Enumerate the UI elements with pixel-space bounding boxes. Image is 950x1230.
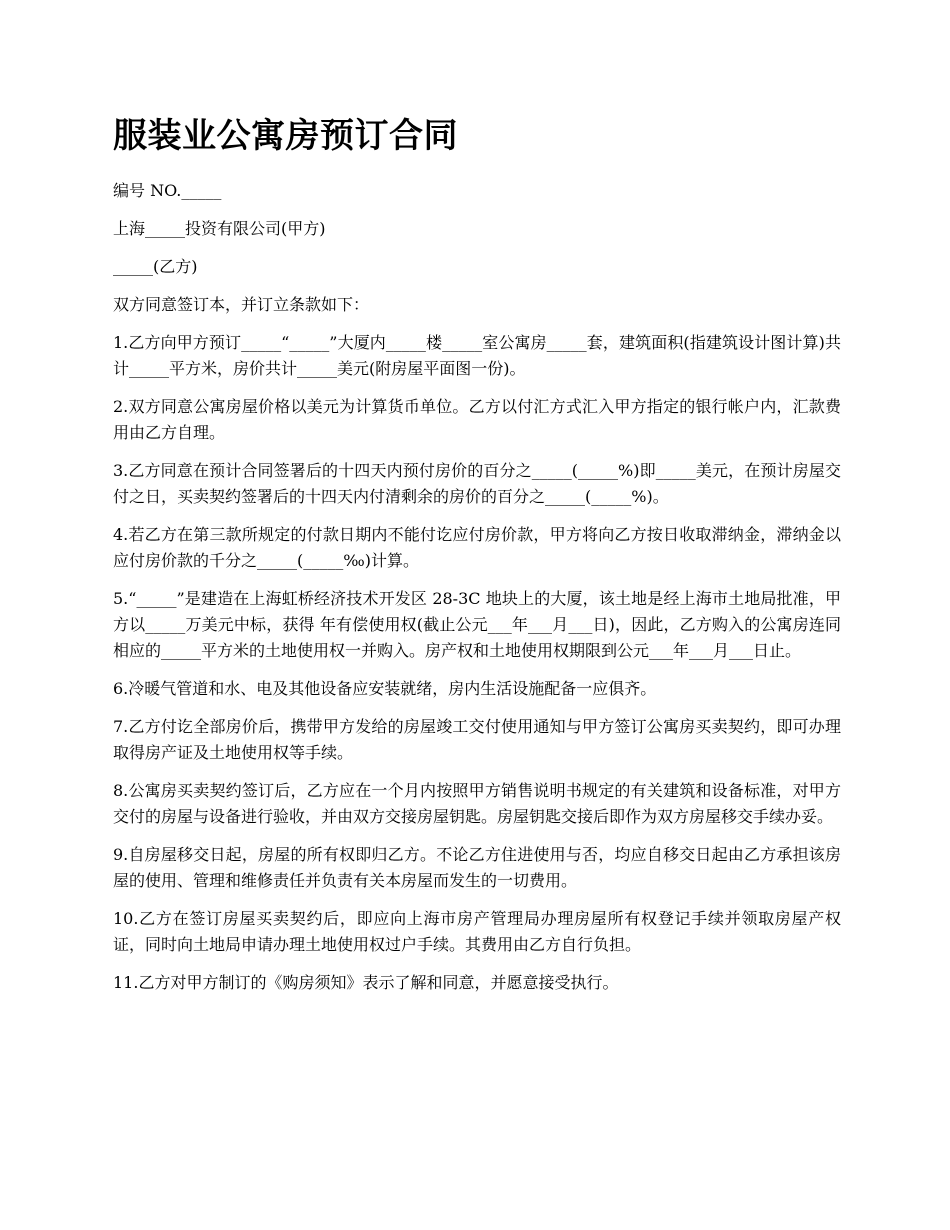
clause-1: 1.乙方向甲方预订_____“_____”大厦内_____楼_____室公寓房_____套，建筑面积(指建筑设计图计算)共计_____平方米，房价共计_____美元(附房屋平面图一份)。 bbox=[113, 333, 841, 378]
clause-10: 10.乙方在签订房屋买卖契约后，即应向上海市房产管理局办理房屋所有权登记手续并领取房屋产权证，同时向土地局申请办理土地使用权过户手续。其费用由乙方自行负担。 bbox=[113, 909, 841, 954]
clause-2: 2.双方同意公寓房屋价格以美元为计算货币单位。乙方以付汇方式汇入甲方指定的银行帐户内，汇款费用由乙方自理。 bbox=[113, 397, 841, 442]
clause-8: 8.公寓房买卖契约签订后，乙方应在一个月内按照甲方销售说明书规定的有关建筑和设备标准，对甲方交付的房屋与设备进行验收，并由双方交接房屋钥匙。房屋钥匙交接后即作为双方房屋移交手续办妥。 bbox=[113, 781, 841, 826]
document-page bbox=[113, 112, 841, 1008]
clause-4: 4.若乙方在第三款所规定的付款日期内不能付讫应付房价款，甲方将向乙方按日收取滞纳金，滞纳金以应付房价款的千分之_____(_____‰)计算。 bbox=[113, 525, 841, 570]
party-b: _____(乙方) bbox=[113, 257, 198, 276]
clause-11: 11.乙方对甲方制订的《购房须知》表示了解和同意，并愿意接受执行。 bbox=[113, 973, 619, 992]
clause-3: 3.乙方同意在预计合同签署后的十四天内预付房价的百分之_____(_____%)即_____美元，在预计房屋交付之日，买卖契约签署后的十四天内付清剩余的房价的百分之_____(_____%)。 bbox=[113, 461, 841, 506]
clause-6: 6.冷暖气管道和水、电及其他设备应安装就绪，房内生活设施配备一应俱齐。 bbox=[113, 679, 657, 698]
clause-5: 5.“_____”是建造在上海虹桥经济技术开发区 28-3C 地块上的大厦，该土地是经上海市土地局批准，甲方以_____万美元中标，获得 年有偿使用权(截止公元___年___月___日)，因此，乙方购入的公寓房连同相应的_____平方米的土地使用权一并购入。房产权和土地使用权期限到公元___年___月___日止。 bbox=[113, 589, 841, 660]
clause-7: 7.乙方付讫全部房价后，携带甲方发给的房屋竣工交付使用通知与甲方签订公寓房买卖契约，即可办理取得房产证及土地使用权等手续。 bbox=[113, 717, 841, 762]
preamble: 双方同意签订本，并订立条款如下： bbox=[113, 295, 370, 314]
contract-number: 编号 NO._____ bbox=[113, 181, 222, 200]
party-a: 上海_____投资有限公司(甲方) bbox=[113, 219, 326, 238]
document-title: 服装业公寓房预订合同 bbox=[113, 116, 458, 156]
clause-9: 9.自房屋移交日起，房屋的所有权即归乙方。不论乙方住进使用与否，均应自移交日起由乙方承担该房屋的使用、管理和维修责任并负责有关本房屋而发生的一切费用。 bbox=[113, 845, 841, 890]
